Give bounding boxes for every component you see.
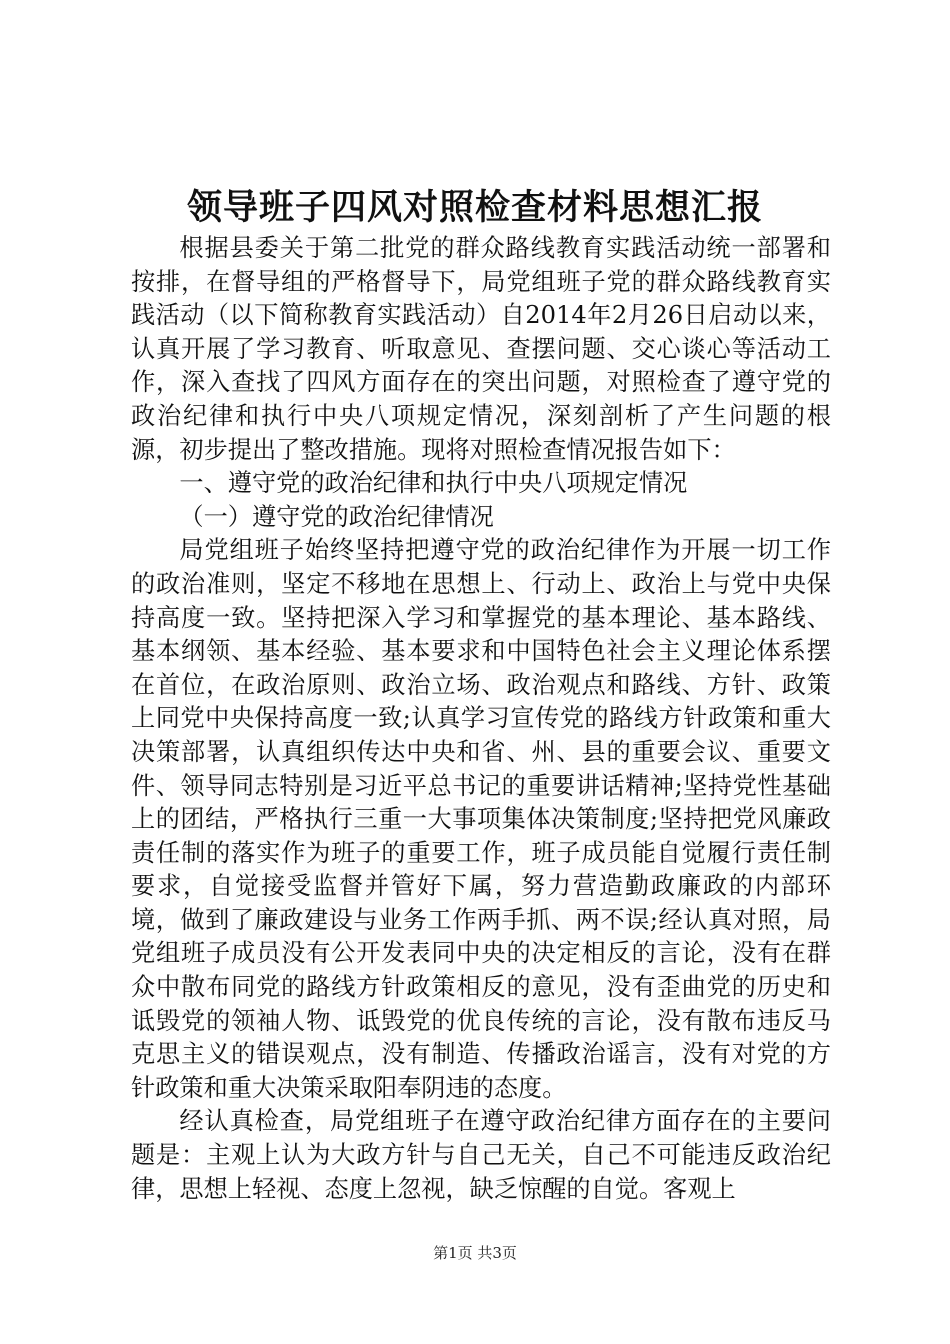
section-heading-1: 一、遵守党的政治纪律和执行中央八项规定情况	[179, 469, 688, 498]
page-number-footer: 第1页 共3页	[433, 1244, 517, 1262]
paragraph-political-discipline: 局党组班子始终坚持把遵守党的政治纪律作为开展一切工作的政治准则，坚定不移地在思想上、行动上、政治上与党中央保持高度一致。坚持把深入学习和掌握党的基本理论、基本路线、基本纲领、基本经验、基本要求和中国特色社会主义理论体系摆在首位，在政治原则、政治立场、政治观点和路线、方针、政策上同党中央保持高度一致;认真学习宣传党的路线方针政策和重大决策部署，认真组织传达中央和省、州、县的重要会议、重要文件、领导同志特别是习近平总书记的重要讲话精神;坚持党性基础上的团结，严格执行三重一大事项集体决策制度;坚持把党风廉政责任制的落实作为班子的重要工作，班子成员能自觉履行责任制要求，自觉接受监督并管好下属，努力营造勤政廉政的内部环境，做到了廉政建设与业务工作两手抓、两不误;经认真对照，局党组班子成员没有公开发表同中央的决定相反的言论，没有在群众中散布同党的路线方针政策相反的意见，没有歪曲党的历史和诋毁党的领袖人物、诋毁党的优良传统的言论，没有散布违反马克思主义的错误观点，没有制造、传播政治谣言，没有对党的方针政策和重大决策采取阳奉阴违的态度。	[131, 536, 831, 1102]
paragraph-problems: 经认真检查，局党组班子在遵守政治纪律方面存在的主要问题是：主观上认为大政方针与自己无关，自己不可能违反政治纪律，思想上轻视、态度上忽视，缺乏惊醒的自觉。客观上	[131, 1107, 831, 1203]
document-title: 领导班子四风对照检查材料思想汇报	[186, 187, 763, 228]
subsection-heading-1: （一）遵守党的政治纪律情况	[179, 502, 494, 531]
paragraph-intro: 根据县委关于第二批党的群众路线教育实践活动统一部署和按排，在督导组的严格督导下，局党组班子党的群众路线教育实践活动（以下简称教育实践活动）自2014年2月26日启动以来，认真开展了学习教育、听取意见、查摆问题、交心谈心等活动工作，深入查找了四风方面存在的突出问题，对照检查了遵守党的政治纪律和执行中央八项规定情况，深刻剖析了产生问题的根源，初步提出了整改措施。现将对照检查情况报告如下：	[131, 234, 831, 464]
document-body	[131, 232, 831, 1206]
